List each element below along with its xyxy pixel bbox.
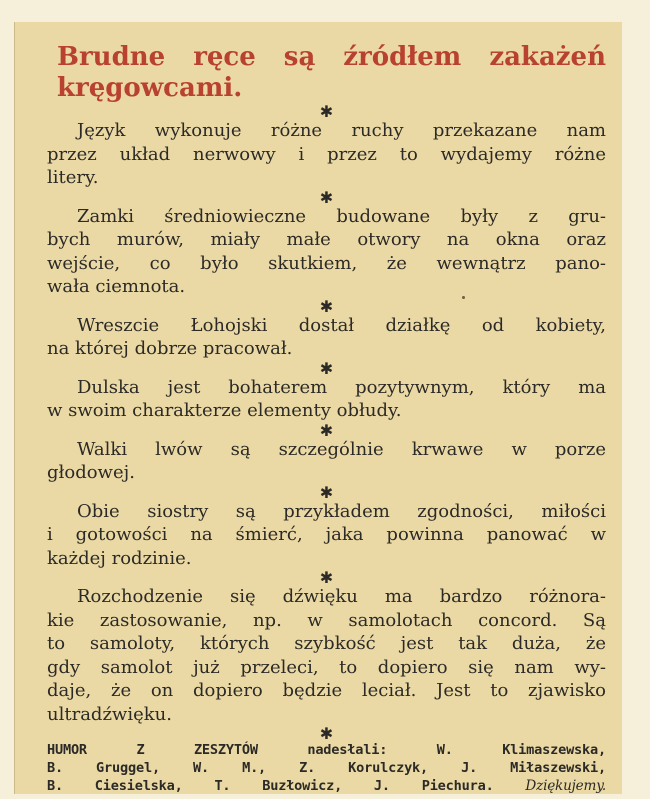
paragraph-line: Zamki średniowieczne budowane były z gru- [77, 205, 606, 227]
newspaper-clipping [14, 22, 622, 794]
paragraph-line: wejście, co było skutkiem, że wewnątrz pano- [47, 252, 606, 274]
paragraph-line: Język wykonuje różne ruchy przekazane nam [77, 120, 606, 141]
paragraph-line: na której dobrze pracował. [47, 338, 293, 359]
paragraph [47, 500, 606, 571]
print-speck [462, 296, 465, 299]
separator-star-icon: ✱ [319, 482, 334, 502]
paragraph [47, 585, 606, 726]
credits-line-1: HUMOR Z ZESZYTÓW nadesłali: W. Klimaszewska, [47, 742, 606, 758]
paragraph-line: Walki lwów są szczególnie krwawe w porze [77, 438, 606, 460]
paragraph [47, 205, 606, 299]
paragraph-line: i gotowości na śmierć, jaka powinna panować w [47, 524, 606, 545]
paragraph-line: daje, że on dopiero będzie leciał. Jest to zjawisko [47, 680, 606, 701]
paragraph-line: Dulska jest bohaterem pozytywnym, który ma [77, 376, 606, 398]
separator-star-icon: ✱ [319, 420, 334, 440]
headline [47, 42, 606, 104]
separator-star-icon: ✱ [319, 568, 334, 587]
headline-line-2: kręgowcami. [57, 73, 243, 103]
paragraph [47, 119, 606, 190]
separator-star-icon: ✱ [319, 724, 334, 743]
separator-star-icon: ✱ [319, 296, 334, 316]
separator-star-icon: ✱ [319, 102, 334, 121]
paragraph-line: przez układ nerwowy i przez to wydajemy różne [47, 143, 606, 165]
paragraph-line: to samoloty, których szybkość jest tak duża, że [47, 633, 606, 654]
credits [47, 741, 606, 795]
paragraph-line: Obie siostry są przykładem zgodności, miłości [77, 500, 606, 522]
article-body [47, 104, 606, 726]
paragraph-line: wała ciemnota. [47, 276, 186, 297]
separator-star-icon: ✱ [319, 187, 334, 207]
paragraph [47, 376, 606, 423]
paragraph-line: bych murów, miały małe otwory na okna oraz [47, 229, 606, 250]
paragraph-line: Rozchodzenie się dźwięku ma bardzo różnora- [77, 586, 606, 607]
paragraph [47, 438, 606, 485]
paragraph-line: litery. [47, 167, 99, 188]
paragraph-line: Wreszcie Łohojski dostał działkę od kobiety, [77, 314, 606, 336]
paragraph [47, 314, 606, 361]
paragraph-line: każdej rodzinie. [47, 547, 192, 569]
credits-names: B. Ciesielska, T. Buzłowicz, J. Piechura. [47, 778, 494, 794]
paragraph-line: w swoim charakterze elementy obłudy. [47, 400, 402, 421]
credits-line-3 [47, 777, 606, 795]
credits-thanks: Dziękujemy. [525, 778, 606, 794]
paragraph-line: głodowej. [47, 462, 135, 483]
headline-line-1: Brudne ręce są źródłem zakażeń [57, 42, 606, 72]
credits-line-2: B. Gruggel, W. M., Z. Korulczyk, J. Miłaszewski, [47, 760, 606, 776]
paragraph-line: ultradźwięku. [47, 703, 172, 725]
separator-star-icon: ✱ [319, 358, 334, 378]
paragraph-line: kie zastosowanie, np. w samolotach concord. Są [47, 609, 606, 631]
paragraph-line: gdy samolot już przeleci, to dopiero się nam wy- [47, 656, 606, 678]
